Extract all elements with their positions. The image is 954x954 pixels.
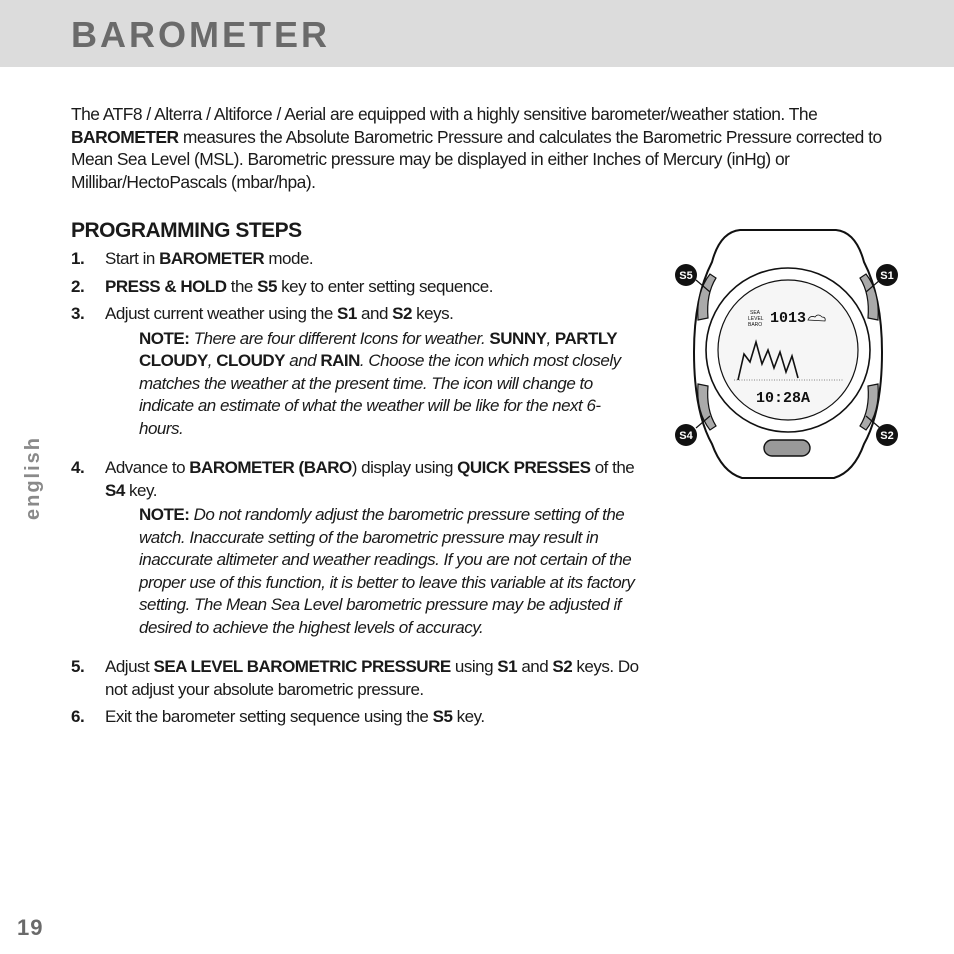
step-text: using [450, 657, 498, 676]
step-text: the [226, 276, 258, 296]
lcd-level: LEVEL [748, 316, 764, 322]
lcd-time: 10:28A [756, 390, 811, 407]
step-bold: BAROMETER (BARO [189, 458, 352, 477]
note-label: NOTE: [139, 505, 190, 524]
step-1 [71, 248, 641, 271]
note-bold: CLOUDY [216, 351, 286, 370]
step-6 [71, 706, 641, 729]
step-text: ) display using [351, 458, 458, 477]
label-s2: S2 [880, 430, 894, 442]
intro-text: The ATF8 / Alterra / Altiforce / Aerial are equipped with a highly sensitive barometer/weather station. The [71, 104, 818, 124]
step-text: Adjust [105, 657, 154, 676]
note-text: . Choose the icon which most closely matches the weather at the present time. The icon will change to indicate an estimate of what the weather will be like for the next 6-hours. [139, 351, 621, 438]
lcd-baro: BARO [748, 322, 763, 328]
label-s4: S4 [679, 430, 693, 442]
note-text: Do not randomly adjust the barometric pressure setting of the watch. Inaccurate setting of the barometric pressure may result in inaccurate altimeter and weather readings. If you are not certain of the proper use of this function, it is better to leave this variable at its factory setting. The Mean Sea Level barometric pressure may be adjusted if desired to achieve the highest levels of accuracy. [139, 505, 635, 637]
label-s5: S5 [679, 270, 693, 282]
step-text: Start in [105, 249, 160, 268]
step-text: key to enter setting sequence. [276, 276, 493, 296]
step-number: 5. [71, 657, 85, 676]
note-bold: SUNNY [489, 328, 547, 348]
page-number: 19 [17, 915, 44, 940]
step-4-note [71, 504, 641, 639]
step-text: Advance to [105, 458, 190, 477]
step-text: and [517, 657, 553, 676]
step-bold: BAROMETER [159, 249, 265, 268]
lcd-sea: SEA [750, 310, 761, 316]
step-4 [71, 457, 641, 502]
step-bold: PRESS & HOLD [105, 276, 227, 296]
step-number: 3. [71, 304, 85, 323]
step-text: keys. Do not adjust your absolute barometric pressure. [105, 657, 639, 699]
note-text: and [285, 351, 321, 370]
step-number: 4. [71, 458, 85, 477]
step-text: Adjust current weather using the [105, 304, 338, 323]
step-text: of the [590, 458, 635, 477]
step-bold: S1 [497, 657, 518, 676]
watch-illustration [668, 222, 908, 484]
front-button [764, 440, 810, 456]
label-s1: S1 [880, 270, 894, 282]
step-text: and [356, 304, 393, 323]
programming-heading: PROGRAMMING STEPS [71, 219, 302, 242]
intro-text: measures the Absolute Barometric Pressure and calculates the Barometric Pressure corrected to Mean Sea Level (MSL). Barometric pressure may be displayed in either Inches of Mercury (inHg) or Millibar/HectoPascals (mbar/hpa). [71, 126, 882, 192]
step-bold: S2 [392, 304, 412, 323]
note-text: There are four different Icons for weather. [189, 328, 490, 348]
step-text: key. [452, 707, 485, 726]
step-bold: QUICK PRESSES [457, 458, 591, 477]
step-text: mode. [264, 249, 314, 268]
step-text: keys. [411, 304, 454, 323]
note-text: , [546, 328, 555, 348]
step-number: 2. [71, 276, 85, 296]
note-bold: PARTLY CLOUDY [139, 328, 617, 370]
step-3 [71, 303, 641, 326]
intro-bold: BAROMETER [71, 126, 179, 147]
note-label: NOTE: [139, 328, 190, 348]
step-bold: S2 [552, 657, 573, 676]
step-bold: SEA LEVEL BAROMETRIC PRESSURE [153, 657, 451, 676]
step-text: Exit the barometer setting sequence using the [105, 707, 433, 726]
intro-paragraph [71, 103, 901, 193]
steps-list [71, 248, 641, 729]
step-3-note [71, 328, 641, 441]
note-bold: RAIN [320, 351, 360, 370]
step-number: 1. [71, 249, 85, 268]
step-bold: S1 [337, 304, 357, 323]
step-bold: S5 [432, 707, 453, 726]
step-bold: S5 [257, 276, 277, 296]
step-number: 6. [71, 707, 85, 726]
page-title: BAROMETER [71, 14, 330, 55]
note-text: , [207, 351, 217, 370]
step-bold: S4 [105, 480, 125, 500]
step-5 [71, 656, 641, 701]
step-text: key. [124, 480, 157, 500]
step-2 [71, 276, 641, 299]
language-label: english [22, 435, 44, 520]
lcd-pressure-value: 1013 [770, 310, 807, 327]
